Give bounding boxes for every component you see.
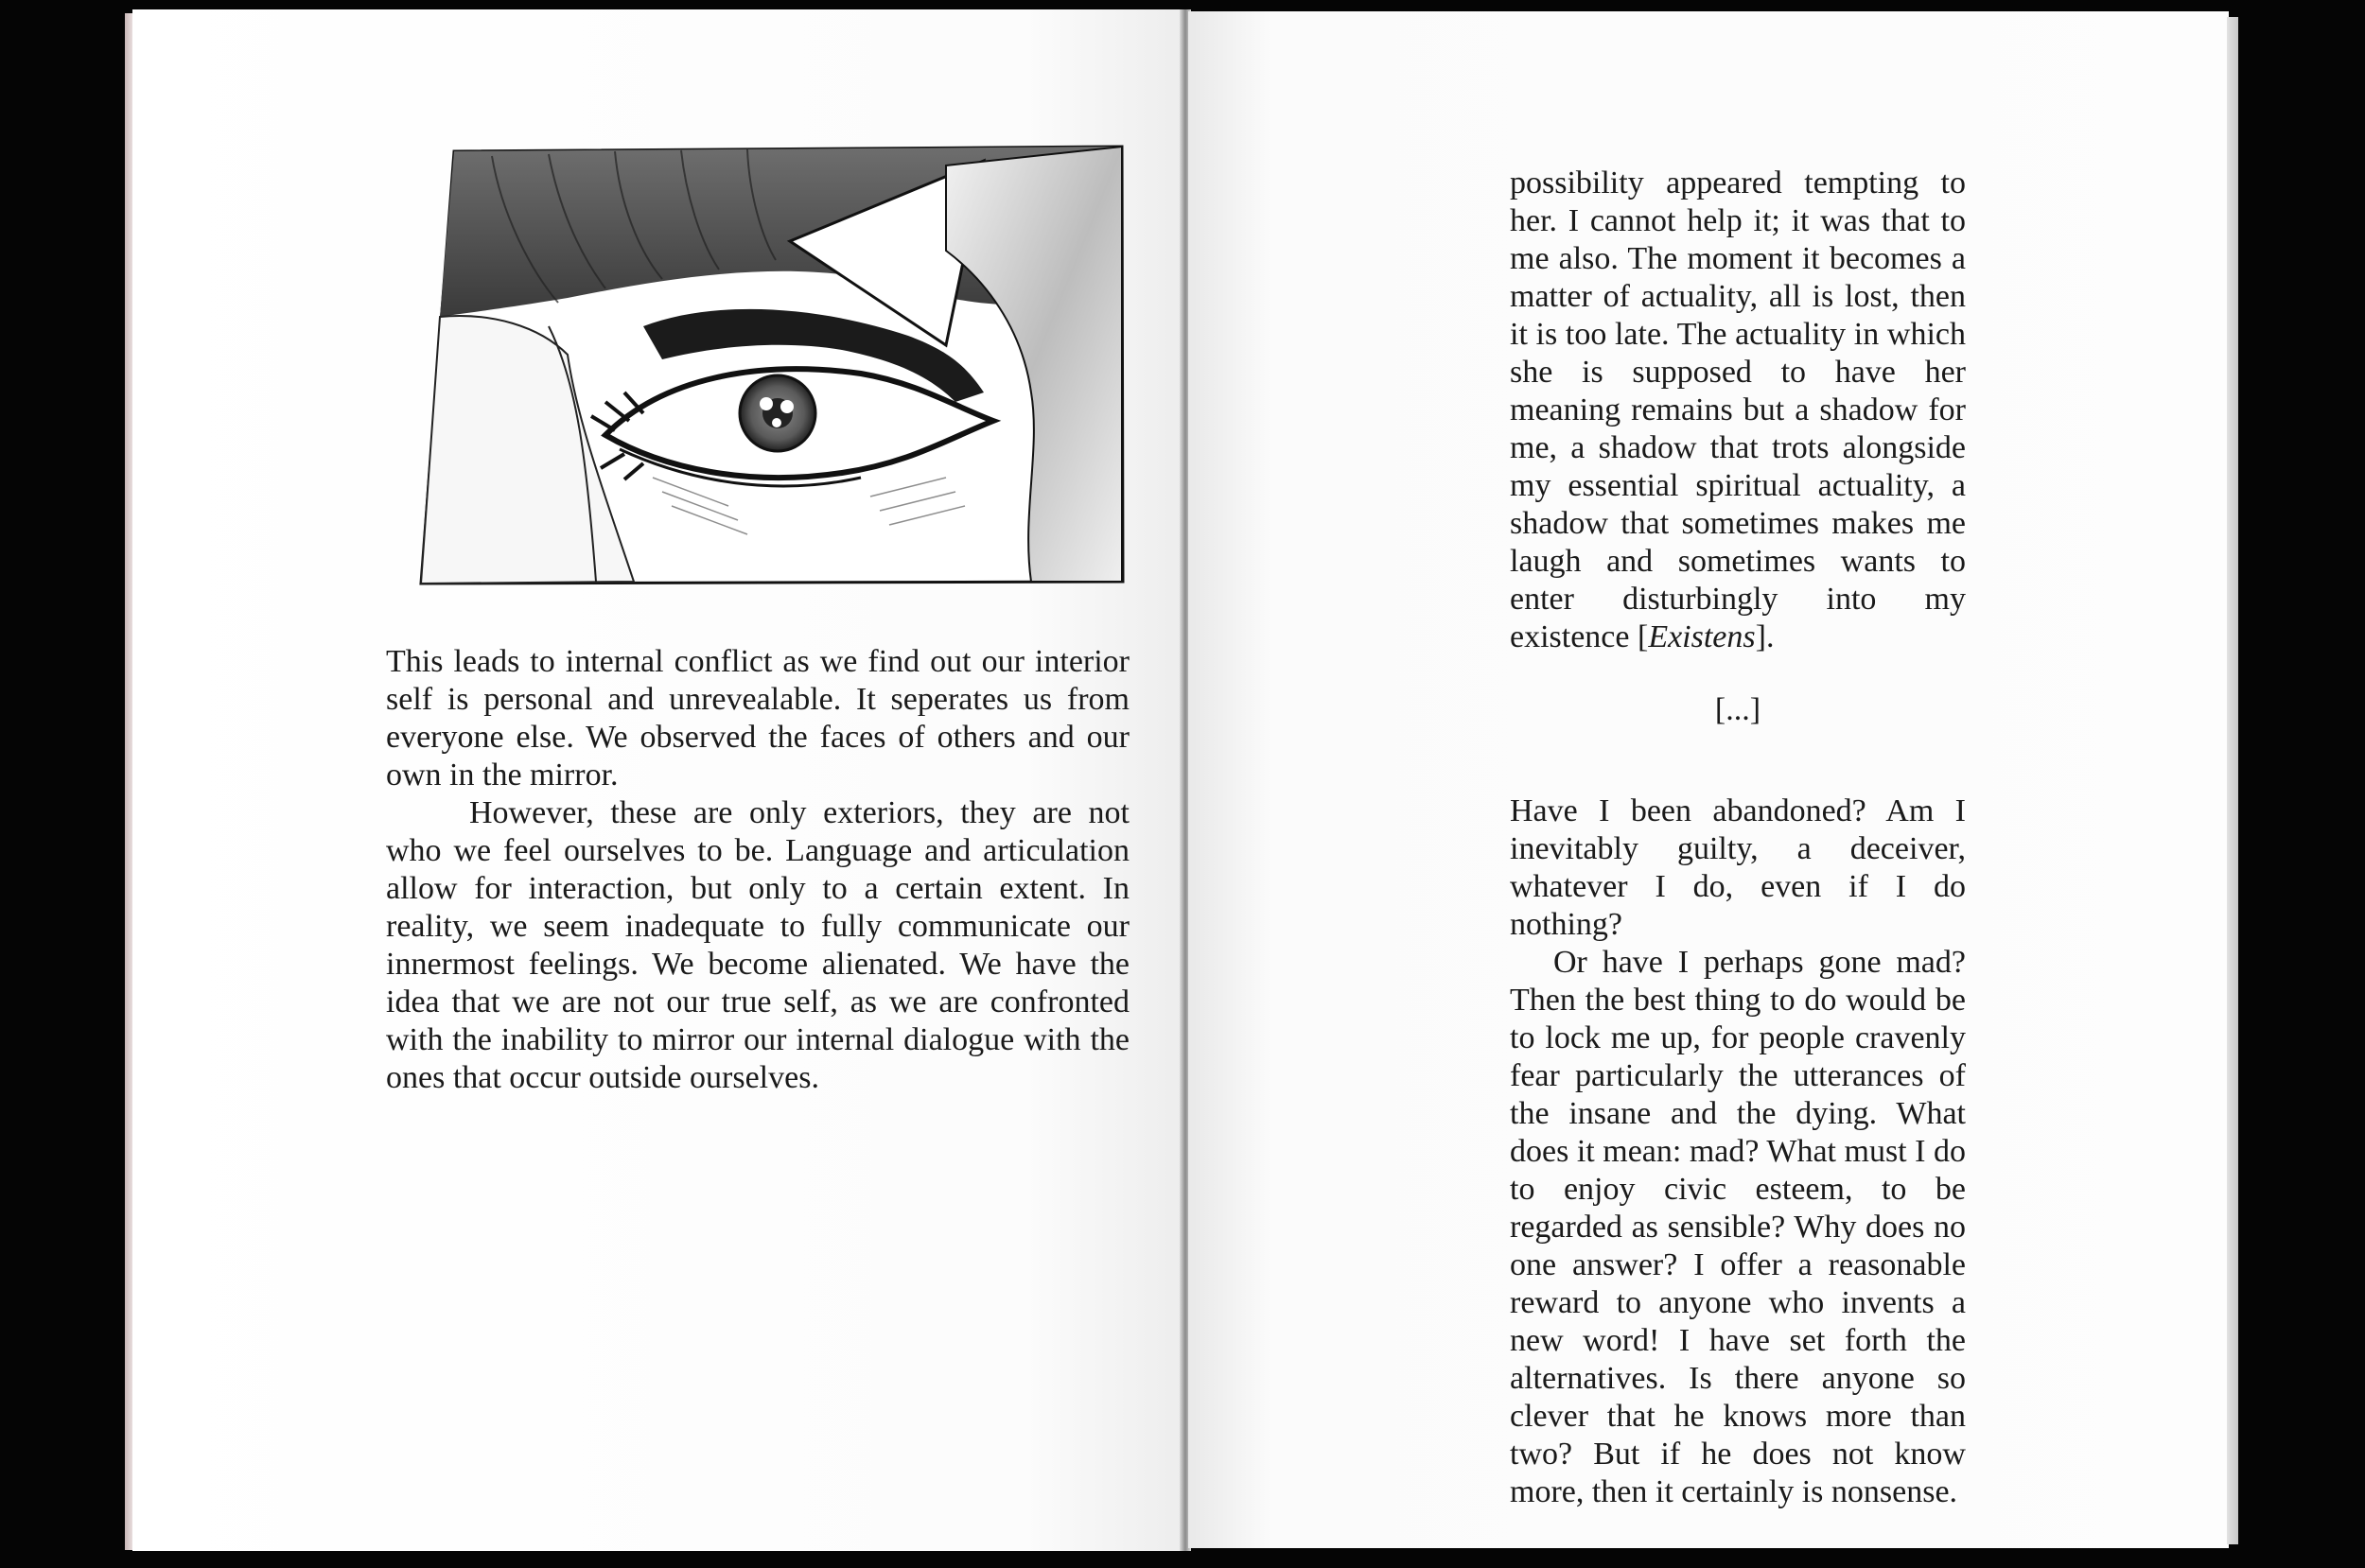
right-paragraph-top-main: possibility appeared tempting to her. I cannot help it; it was that to me also. The moment it becomes a matter of actuality, all is lost, then it is too late. The actuality in which she is supposed to have her meaning remains but a shadow for me, a shadow that trots alongside my essential spiritual actuality, a shadow that sometimes makes me laugh and sometimes wants to enter disturbingly into my existence [ <box>1510 166 1966 654</box>
left-page <box>132 9 1182 1551</box>
right-page <box>1188 11 2229 1548</box>
italic-existens: Existens <box>1648 619 1756 654</box>
right-paragraph-2: Or have I perhaps gone mad? Then the best thing to do would be to lock me up, for people cravenly fear particularly the utterances of the insane and the dying. What does it mean: mad? What must I do to enjoy civic esteem, to be regarded as sensible? Why does no one answer? I offer a reasonable reward to anyone who invents a new word! I have set forth the alternatives. Is there anyone so clever that he knows more than two? But if he does not know more, then it certainly is nonsense. <box>1510 945 1966 1509</box>
right-bottom-text <box>1510 793 1966 1511</box>
right-paragraph-top-end: ]. <box>1755 619 1775 654</box>
right-paragraph-1: Have I been abandoned? Am I inevitably guilty, a deceiver, whatever I do, even if I do nothing? <box>1510 793 1966 942</box>
ellipsis-marker: [...] <box>1714 692 1761 727</box>
right-top-text <box>1510 165 1966 656</box>
manga-eye-illustration-icon <box>416 137 1135 586</box>
left-paragraph-2: However, these are only exteriors, they are not who we feel ourselves to be. Language and articulation allow for interaction, but only to a certain extent. In reality, we seem inadequate to fully communicate our innermost feelings. We become alienated. We have the idea that we are not our true self, as we are confronted with the inability to mirror our internal dialogue with the ones that occur outside ourselves. <box>386 795 1130 1095</box>
left-paragraph-1: This leads to internal conflict as we find out our interior self is personal and unrevealable. It seperates us from everyone else. We observed the faces of others and our own in the mirror. <box>386 644 1130 793</box>
right-paragraph-top <box>1510 165 1966 656</box>
left-body-text <box>386 643 1130 1097</box>
page-edge-right <box>2227 17 2238 1544</box>
